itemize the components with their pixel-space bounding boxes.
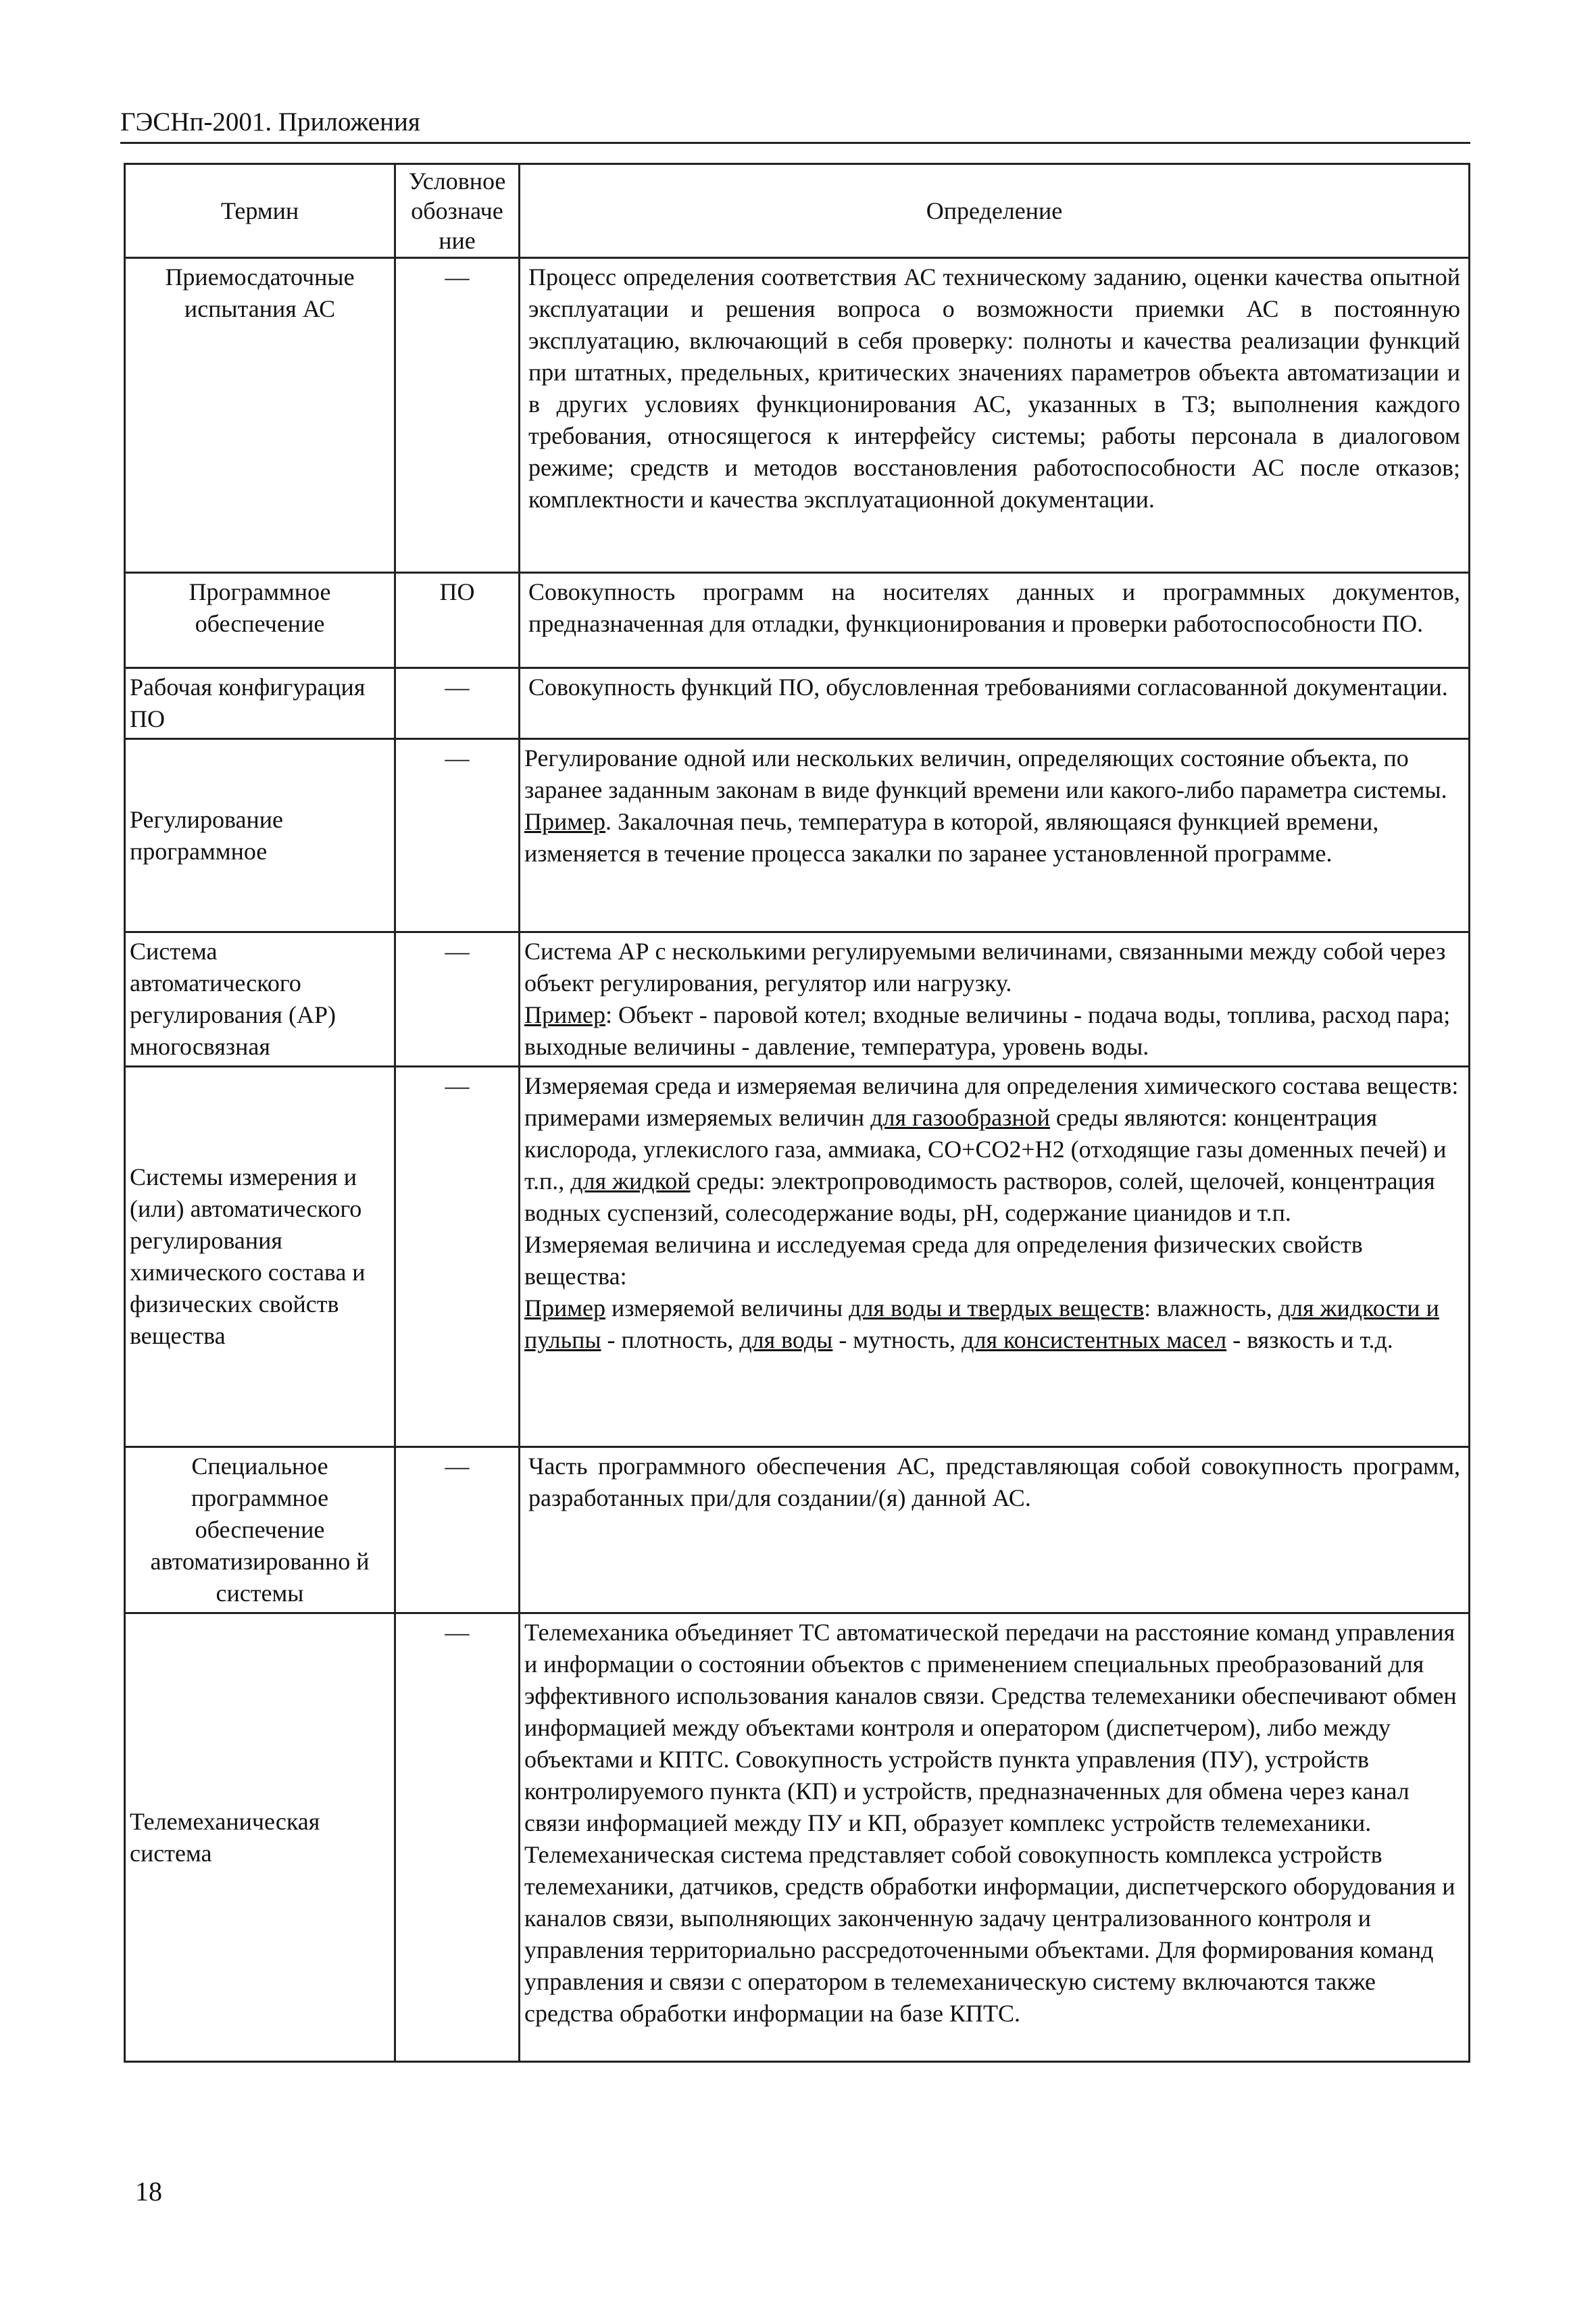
table-row [125, 932, 1470, 1067]
definition-text: среды: электропроводимость растворов, солей, щелочей, концентрация водных суспензий, солесодержание воды, pH, содержание цианидов и т.п. [524, 1167, 1435, 1226]
definition-text: Измеряемая среда и измеряемая величина для определения химического состава веществ: [524, 1072, 1459, 1099]
term-cell: Приемосдаточные испытания АС [125, 258, 395, 573]
table-row [125, 1067, 1470, 1447]
definition-text: : влажность, [1144, 1294, 1278, 1322]
table-row [125, 1447, 1470, 1613]
definition-text: Измеряемая величина и исследуемая среда для определения физических свойств вещества: [524, 1231, 1363, 1290]
table-row [125, 258, 1470, 573]
term-cell: Программное обеспечение [125, 573, 395, 668]
definition-text: Регулирование одной или нескольких величин, определяющих состояние объекта, по заранее заданным законам в виде функций времени или какого-либо параметра системы. [524, 745, 1447, 803]
term-cell: Телемеханическая система [125, 1613, 395, 2062]
table-row [125, 1613, 1470, 2062]
page-number: 18 [135, 2176, 162, 2207]
symbol-cell: — [395, 1067, 520, 1447]
underlined-text: для газообразной [870, 1104, 1050, 1131]
underlined-text: для воды и твердых веществ [849, 1294, 1145, 1322]
symbol-cell: — [395, 258, 520, 573]
symbol-cell: ПО [395, 573, 520, 668]
underlined-text: для консистентных масел [962, 1326, 1227, 1353]
definition-cell [520, 739, 1470, 932]
table-row [125, 668, 1470, 739]
example-label: Пример [524, 808, 606, 835]
definition-cell [520, 932, 1470, 1067]
table-row [125, 573, 1470, 668]
example-text: : Объект - паровой котел; входные величины - подача воды, топлива, расход пара; выходные величины - давление, температура, уровень воды. [524, 1001, 1451, 1060]
symbol-cell: — [395, 1447, 520, 1613]
underlined-text: для воды [739, 1326, 833, 1353]
header-symbol: Условное обозначе ние [395, 164, 520, 258]
definition-cell [520, 1067, 1470, 1447]
term-cell: Система автоматического регулирования (АР) многосвязная [125, 932, 395, 1067]
definition-cell: Совокупность функций ПО, обусловленная требованиями согласованной документации. [520, 668, 1470, 739]
example-label: Пример [524, 1294, 606, 1322]
definition-cell: Телемеханика объединяет ТС автоматической передачи на расстояние команд управления и информации о состоянии объектов с применением специальных преобразований для эффективного использования каналов связи. Средства телемеханики обеспечивают обмен информацией между объектами контроля и оператором (диспетчером), либо между объектами и КПТС. Совокупность устройств пункта управления (ПУ), устройств контролируемого пункта (КП) и устройств, предназначенных для обмена через канал связи информацией между ПУ и КП, образует комплекс устройств телемеханики. Телемеханическая система представляет собой совокупность комплекса устройств телемеханики, датчиков, средств обработки информации, диспетчерского оборудования и каналов связи, выполняющих законченную задачу централизованного контроля и управления территориально рассредоточенными объектами. Для формирования команд управления и связи с оператором в телемеханическую систему включаются также средства обработки информации на базе КПТС. [520, 1613, 1470, 2062]
header-divider [120, 142, 1470, 144]
definition-text: - вязкость и т.д. [1226, 1326, 1393, 1353]
header-definition: Определение [520, 164, 1470, 258]
glossary-table [124, 163, 1470, 2063]
symbol-cell: — [395, 739, 520, 932]
symbol-cell: — [395, 1613, 520, 2062]
definition-text: Система АР с несколькими регулируемыми величинами, связанными между собой через объект регулирования, регулятор или нагрузку. [524, 938, 1446, 997]
term-cell: Системы измерения и (или) автоматического регулирования химического состава и физических свойств вещества [125, 1067, 395, 1447]
definition-text: среды являются: концентрация кислорода, углекислого газа, аммиака, CO+CO2+H2 (отходящие газы доменных печей) и т.п., [524, 1104, 1447, 1194]
definition-cell: Совокупность программ на носителях данных и программных документов, предназначенная для отладки, функционирования и проверки работоспособности ПО. [520, 573, 1470, 668]
underlined-text: для жидкой [570, 1167, 691, 1194]
example-label: Пример [524, 1001, 606, 1028]
symbol-cell: — [395, 668, 520, 739]
header-term: Термин [125, 164, 395, 258]
page-header-title: ГЭСНп-2001. Приложения [120, 107, 420, 136]
term-cell: Регулирование программное [125, 739, 395, 932]
definition-text: примерами измеряемых величин [524, 1104, 871, 1131]
table-header-row [125, 164, 1470, 258]
definition-text: - мутность, [832, 1326, 962, 1353]
underlined-text: для жидкости и пульпы [524, 1294, 1439, 1353]
definition-cell: Процесс определения соответствия АС техническому заданию, оценки качества опытной эксплуатации и решения вопроса о возможности приемки АС в постоянную эксплуатацию, включающий в себя проверку: полноты и качества реализации функций при штатных, предельных, критических значениях параметров объекта автоматизации и в других условиях функционирования АС, указанных в ТЗ; выполнения каждого требования, относящегося к интерфейсу системы; работы персонала в диалоговом режиме; средств и методов восстановления работоспособности АС после отказов; комплектности и качества эксплуатационной документации. [520, 258, 1470, 573]
symbol-cell: — [395, 932, 520, 1067]
table-row [125, 739, 1470, 932]
definition-text: - плотность, [601, 1326, 740, 1353]
example-text: . Закалочная печь, температура в которой, являющаяся функцией времени, изменяется в течение процесса закалки по заранее установленной программе. [524, 808, 1379, 867]
term-cell: Специальное программное обеспечение автоматизированно й системы [125, 1447, 395, 1613]
definition-text: измеряемой величины [605, 1294, 849, 1322]
definition-cell: Часть программного обеспечения АС, представляющая собой совокупность программ, разработанных при/для создании/(я) данной АС. [520, 1447, 1470, 1613]
term-cell: Рабочая конфигурация ПО [125, 668, 395, 739]
